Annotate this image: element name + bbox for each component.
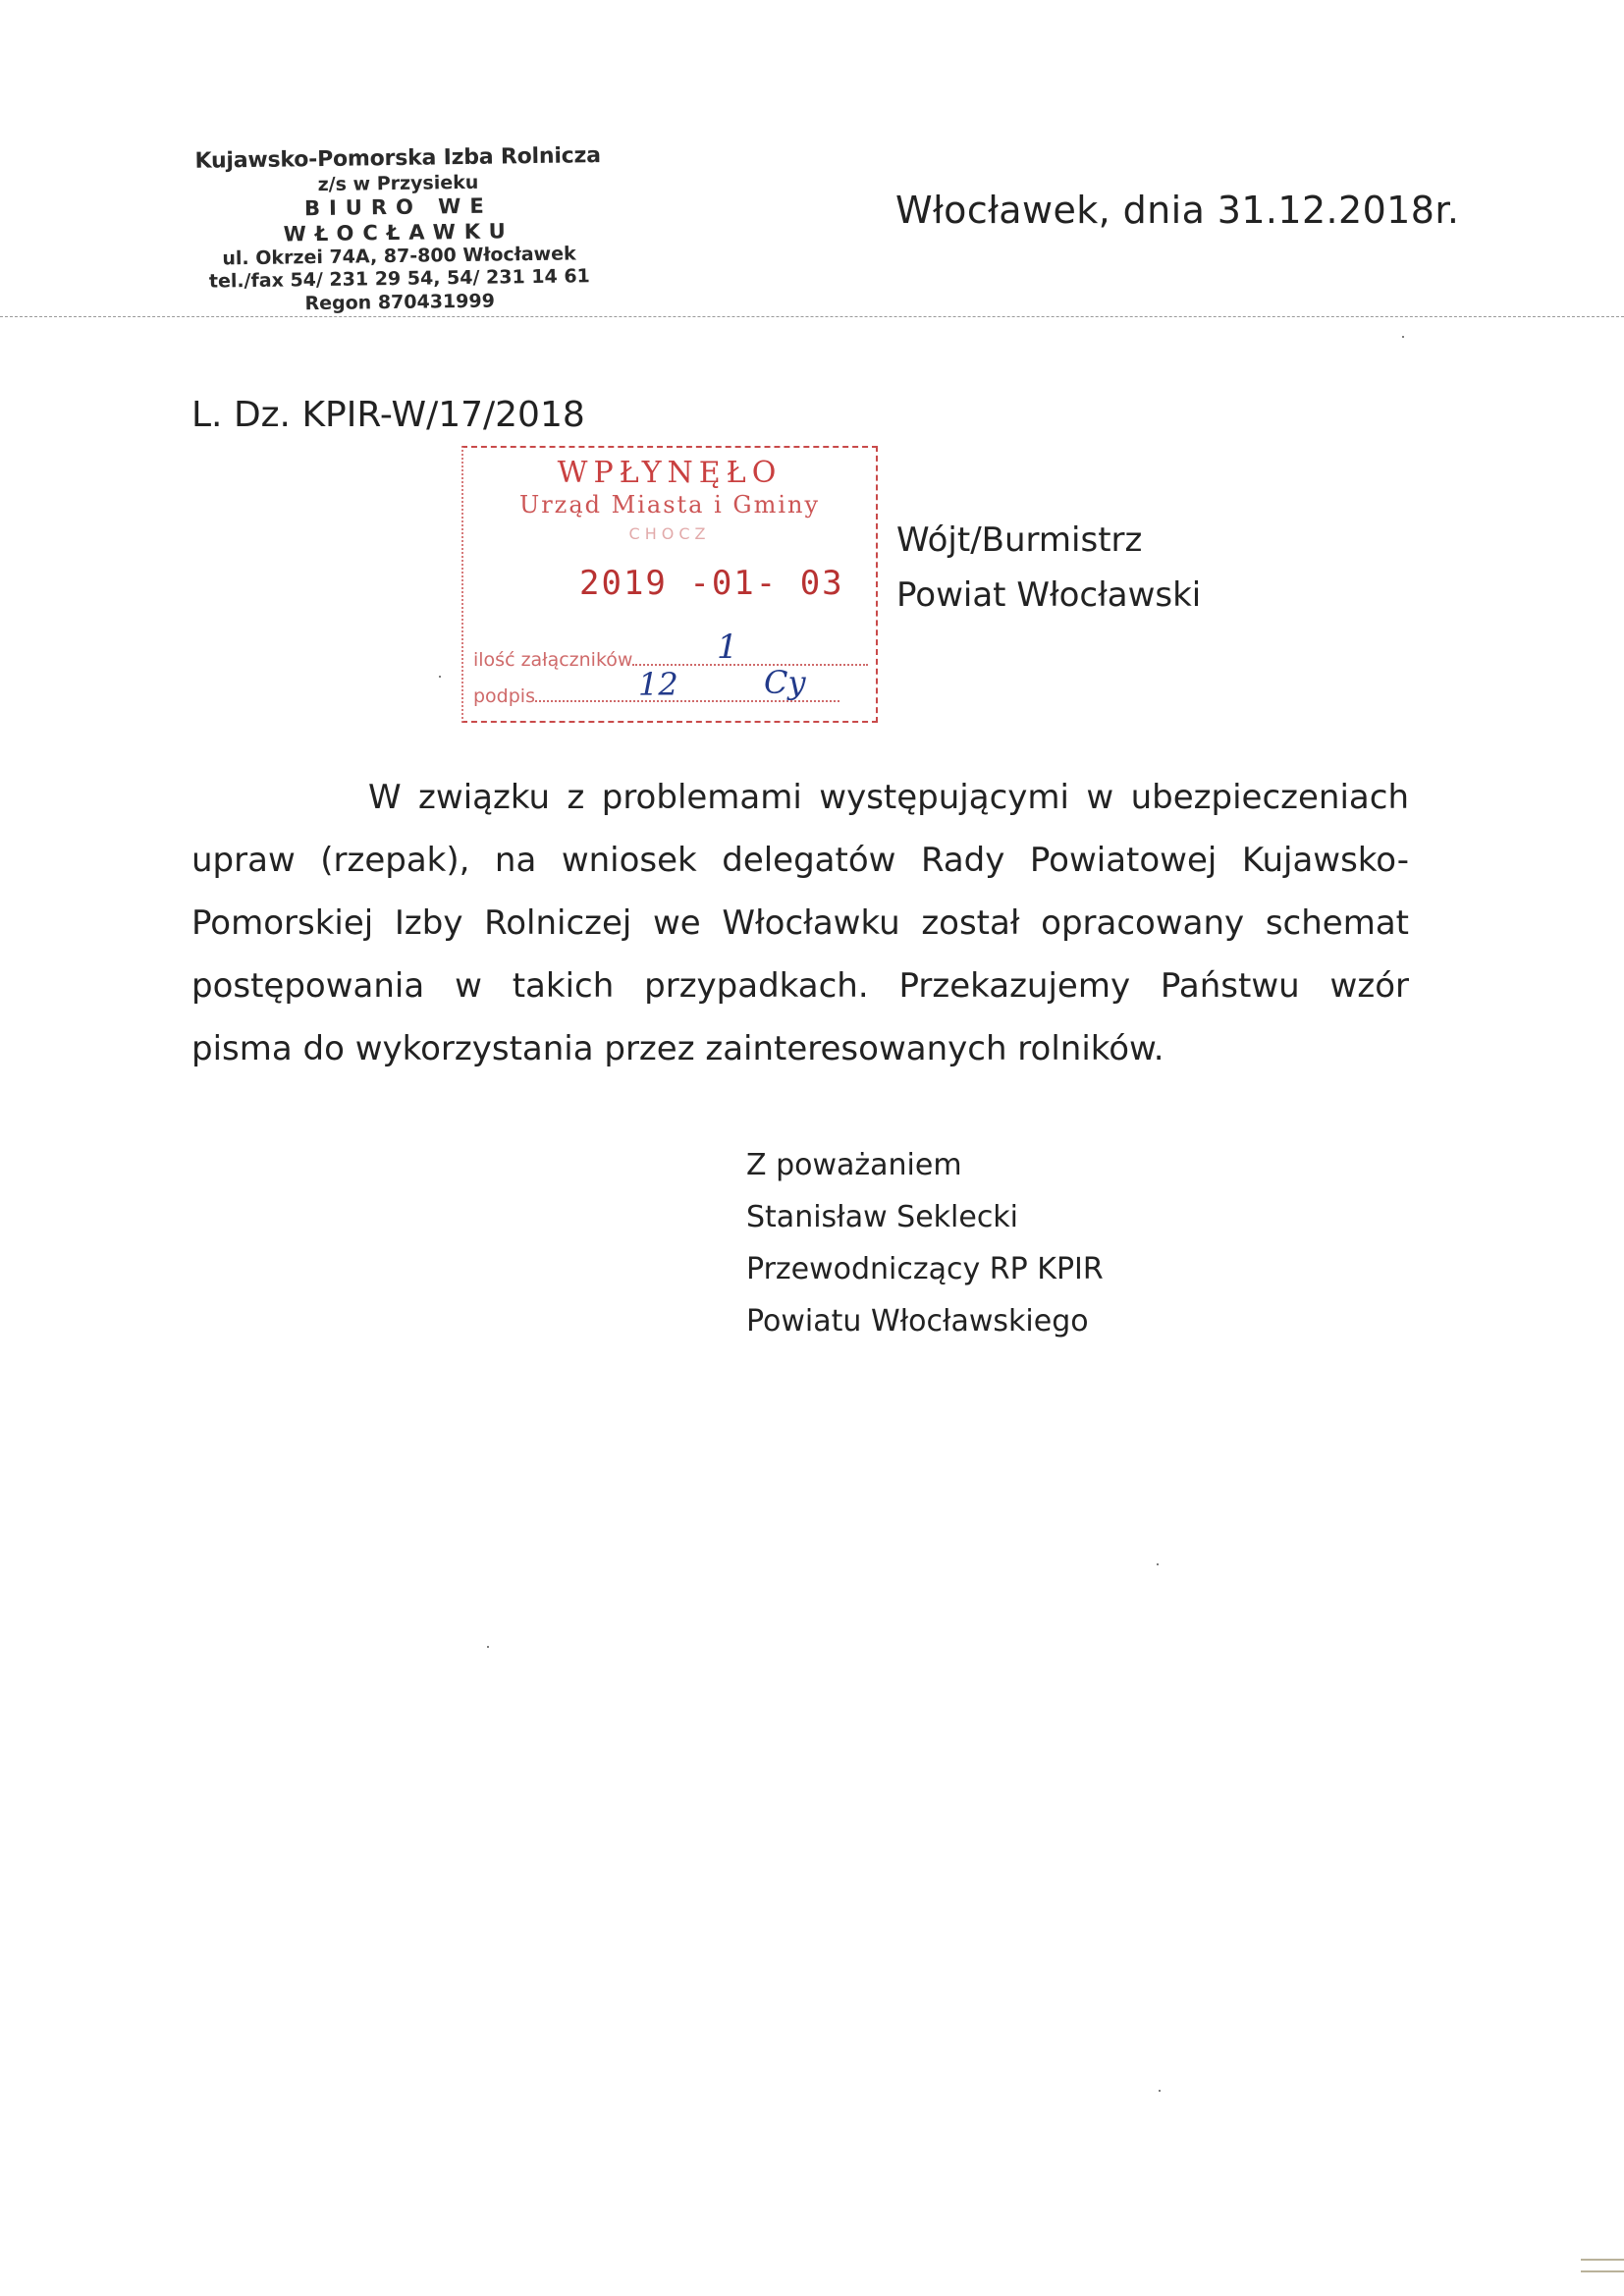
recipient-block: [896, 513, 1201, 623]
signatory-unit: Powiatu Włocławskiego: [746, 1304, 1089, 1339]
signatory-title: Przewodniczący RP KPIR: [746, 1252, 1104, 1286]
scan-speck: [439, 676, 441, 678]
recipient-line-2: Powiat Włocławski: [896, 575, 1202, 615]
scan-speck: [1157, 1563, 1159, 1565]
signatory-name: Stanisław Seklecki: [746, 1200, 1019, 1234]
body-line-1: W związku z problemami występującymi w ubezpieczeniach: [368, 778, 1409, 817]
organization-office: BIURO WE WŁOCŁAWKU: [283, 193, 514, 246]
closing-phrase: Z poważaniem: [746, 1148, 962, 1182]
scan-speck: [1159, 2090, 1161, 2092]
organization-stamp: [182, 143, 616, 317]
organization-name: Kujawsko-Pomorska Izba Rolnicza: [194, 143, 601, 174]
received-stamp: [461, 446, 878, 723]
received-stamp-town: CHOCZ: [628, 524, 711, 543]
organization-phone: tel./fax 54/ 231 29 54, 54/ 231 14 61: [208, 265, 590, 294]
reference-number: L. Dz. KPIR-W/17/2018: [191, 395, 585, 435]
organization-address: ul. Okrzei 74A, 87-800 Włocławek: [222, 243, 576, 270]
signature-handwritten-number: 12: [638, 666, 678, 703]
header-divider: [0, 316, 1624, 317]
signature-handwritten-initials: Cy: [764, 664, 806, 701]
scan-speck: [1402, 336, 1404, 338]
recipient-line-1: Wójt/Burmistrz: [896, 520, 1143, 560]
scan-speck: [487, 1646, 489, 1648]
attachments-label: ilość załączników: [473, 649, 633, 671]
organization-regon: Regon 870431999: [304, 290, 495, 314]
scan-edge-mark: [1581, 2259, 1624, 2261]
body-line-3: Pomorskiej Izby Rolniczej we Włocławku został opracowany schemat: [191, 903, 1409, 943]
signature-label: podpis: [473, 685, 535, 707]
letter-body: [191, 766, 1409, 1080]
body-line-2: upraw (rzepak), na wniosek delegatów Rady Powiatowej Kujawsko-: [191, 841, 1409, 880]
scan-edge-mark: [1581, 2270, 1624, 2272]
attachments-handwritten-value: 1: [717, 628, 738, 667]
signature-block: [746, 1139, 1104, 1347]
organization-branch: z/s w Przysieku: [317, 171, 479, 195]
received-stamp-date: 2019 -01- 03: [579, 564, 844, 603]
place-and-date: Włocławek, dnia 31.12.2018r.: [895, 189, 1460, 232]
received-stamp-office: Urząd Miasta i Gminy: [518, 491, 821, 519]
body-line-5: pisma do wykorzystania przez zainteresowanych rolników.: [191, 1029, 1164, 1068]
signature-row: [473, 664, 866, 707]
received-stamp-header: WPŁYNĘŁO: [557, 456, 783, 490]
body-line-4: postępowania w takich przypadkach. Przekazujemy Państwu wzór: [191, 966, 1409, 1006]
